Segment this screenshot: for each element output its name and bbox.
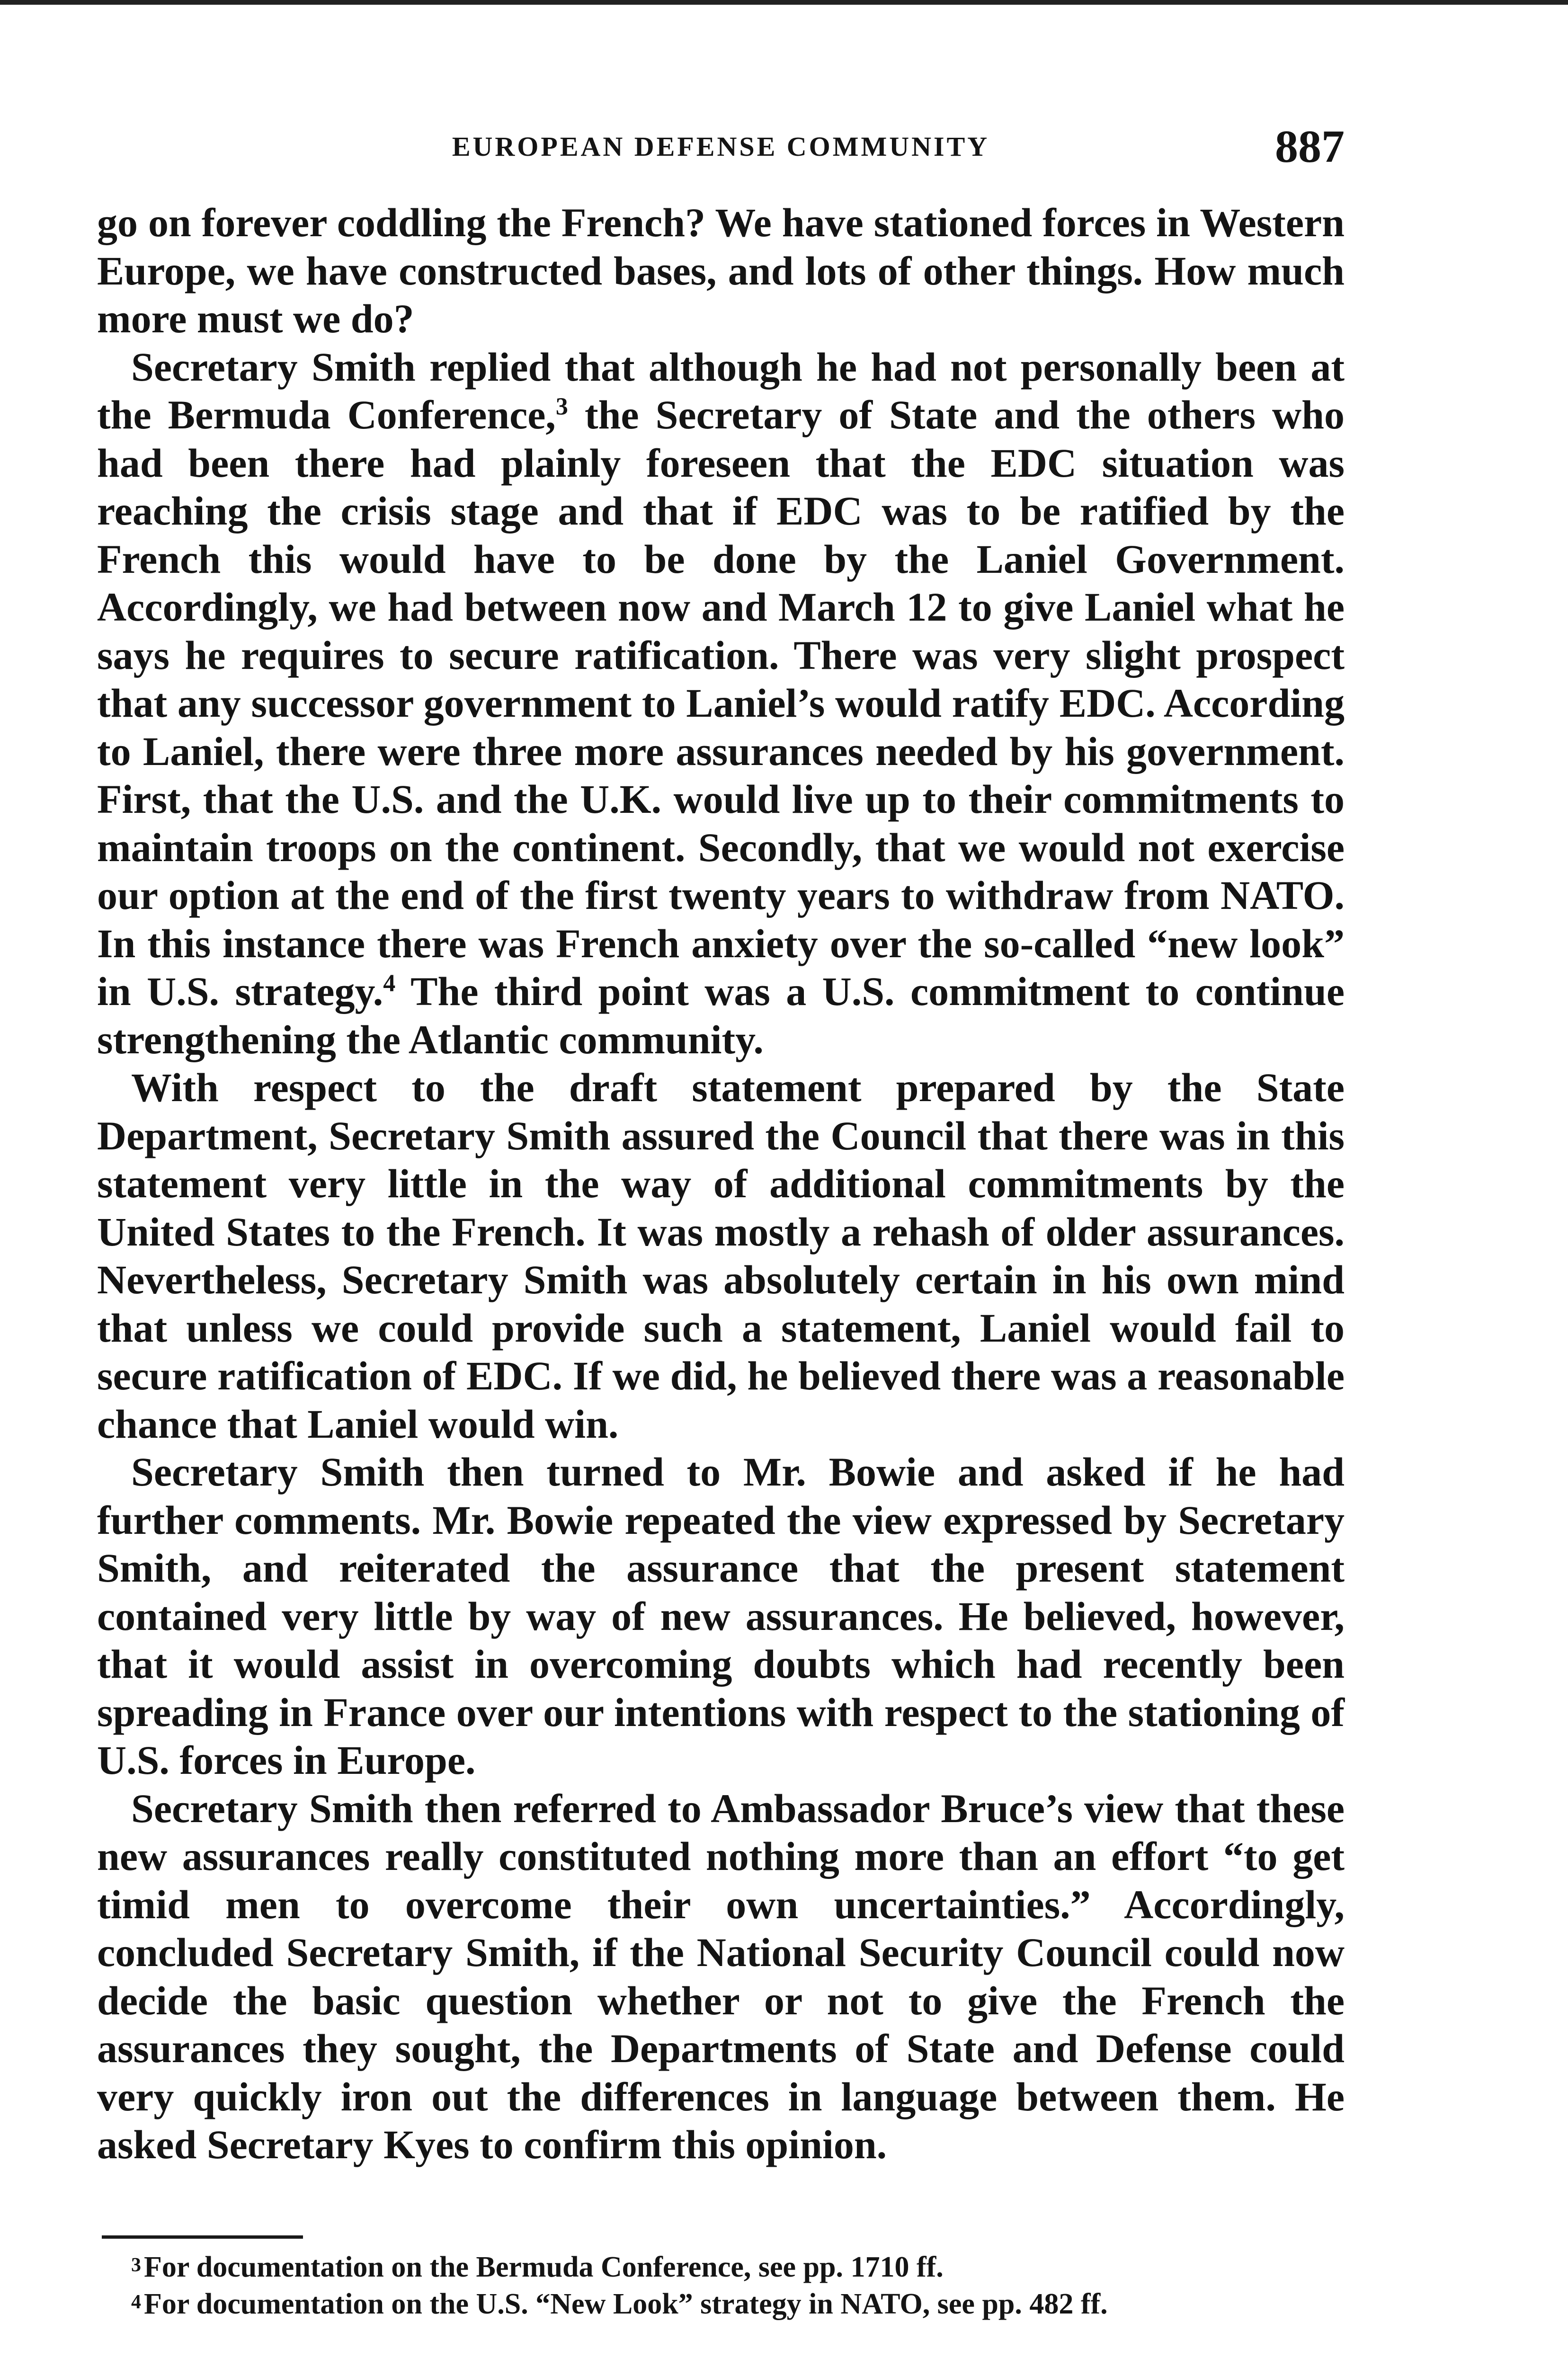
footnotes (97, 2249, 1375, 2323)
footnote-ref-3[interactable]: 3 (555, 393, 568, 420)
paragraph-2 (97, 343, 1345, 1064)
footnote-ref-4[interactable]: 4 (383, 970, 396, 997)
paragraph-2-part-1: Secretary Smith replied that although he had not personally been at the Bermuda Conference, (97, 344, 1345, 437)
paragraph-2-part-3: The third point was a U.S. commitment to continue strengthening the Atlantic community. (97, 969, 1345, 1062)
running-title: EUROPEAN DEFENSE COMMUNITY (452, 131, 990, 162)
footnote-4-marker: 4 (131, 2291, 141, 2313)
paragraph-5: Secretary Smith then referred to Ambassador Bruce’s view that these new assurances really constituted nothing more than an effort “to get timid men to overcome their own uncertainties.” Accordingly, concluded Secretary Smith, if the National Security Council could now decide the basic question whether or not to give the French the assurances they sought, the Departments of State and Defense could very quickly iron out the differences in language between them. He asked Secretary Kyes to confirm this opinion. (97, 1785, 1345, 2167)
footnote-separator (102, 2235, 303, 2239)
page-header (97, 121, 1345, 172)
page-number: 887 (1275, 121, 1345, 172)
paragraph-2-part-2: the Secretary of State and the others who had been there had plainly foreseen that the EDC situation was reaching the crisis stage and that if EDC was to be ratified by the French this would have to be done by the Laniel Government. Accordingly, we had between now and March 12 to give Laniel what he says he requires to secure ratification. There was very slight prospect that any successor government to Laniel’s would ratify EDC. According to Laniel, there were three more assurances needed by his government. First, that the U.S. and the U.K. would live up to their commitments to maintain troops on the continent. Secondly, that we would not exercise our option at the end of the first twenty years to withdraw from NATO. In this instance there was French anxiety over the so-called “new look” in U.S. strategy. (97, 392, 1345, 1014)
top-border-rule (0, 0, 1568, 5)
footnote-4-text: For documentation on the U.S. “New Look” strategy in NATO, see pp. 482 ff. (144, 2288, 1108, 2320)
body-text (97, 199, 1345, 2169)
paragraph-4: Secretary Smith then turned to Mr. Bowie and asked if he had further comments. Mr. Bowie repeated the view expressed by Secretary Smith, and reiterated the assurance that the present statement contained very little by way of new assurances. He believed, however, that it would assist in overcoming doubts which had recently been spreading in France over our intentions with respect to the stationing of U.S. forces in Europe. (97, 1449, 1345, 1783)
footnote-4 (97, 2286, 1375, 2323)
footnote-3-marker: 3 (131, 2254, 141, 2276)
footnote-3 (97, 2249, 1375, 2286)
paragraph-1: go on forever coddling the French? We have stationed forces in Western Europe, we have constructed bases, and lots of other things. How much more must we do? (97, 200, 1345, 341)
paragraph-3: With respect to the draft statement prepared by the State Department, Secretary Smith assured the Council that there was in this statement very little in the way of additional commitments by the United States to the French. It was mostly a rehash of older assurances. Nevertheless, Secretary Smith was absolutely certain in his own mind that unless we could provide such a statement, Laniel would fail to secure ratification of EDC. If we did, he believed there was a reasonable chance that Laniel would win. (97, 1065, 1345, 1447)
footnote-3-text: For documentation on the Bermuda Conference, see pp. 1710 ff. (144, 2251, 944, 2283)
